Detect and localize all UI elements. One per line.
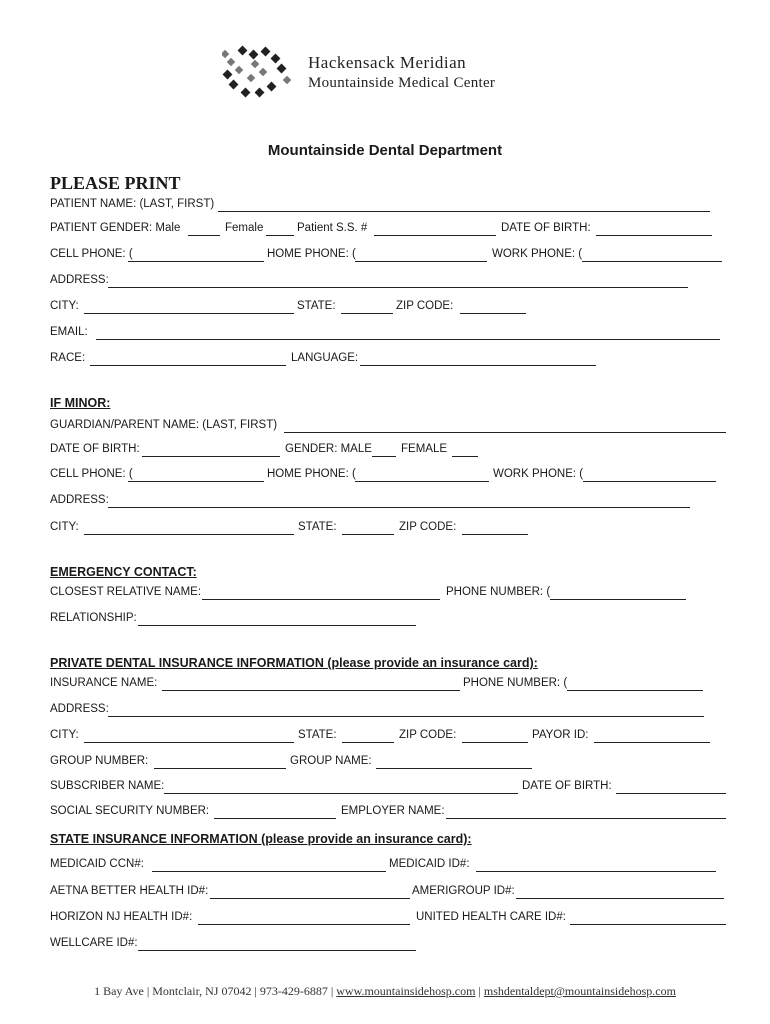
insurance-city-row bbox=[50, 729, 730, 745]
patient-email-row bbox=[50, 326, 730, 342]
ss-label: Patient S.S. # bbox=[297, 222, 368, 234]
minor-cell-phone-field[interactable] bbox=[128, 468, 264, 482]
subscriber-name-label: SUBSCRIBER NAME: bbox=[50, 780, 165, 792]
insurance-address-field[interactable] bbox=[108, 703, 704, 717]
hospital-logo bbox=[222, 45, 582, 105]
footer-separator: | bbox=[478, 984, 481, 998]
race-label: RACE: bbox=[50, 352, 86, 364]
insurance-zip-field[interactable] bbox=[462, 729, 528, 743]
insurance-zip-label: ZIP CODE: bbox=[399, 729, 457, 741]
patient-gender-row bbox=[50, 222, 720, 238]
patient-phone-row bbox=[50, 248, 730, 264]
horizon-row bbox=[50, 911, 730, 927]
minor-phone-row bbox=[50, 468, 730, 484]
insurance-address-label: ADDRESS: bbox=[50, 703, 109, 715]
footer-address: 1 Bay Ave | Montclair, NJ 07042 | 973-429-6887 | bbox=[94, 984, 334, 998]
insurance-city-label: CITY: bbox=[50, 729, 79, 741]
state-insurance-heading: STATE INSURANCE INFORMATION (please provide an insurance card): bbox=[50, 832, 472, 846]
medicaid-row bbox=[50, 858, 730, 874]
minor-state-label: STATE: bbox=[298, 521, 337, 533]
insurance-name-label: INSURANCE NAME: bbox=[50, 677, 158, 689]
aetna-id-label: AETNA BETTER HEALTH ID#: bbox=[50, 885, 209, 897]
patient-dob-label: DATE OF BIRTH: bbox=[501, 222, 591, 234]
zip-field[interactable] bbox=[460, 300, 526, 314]
subscriber-dob-field[interactable] bbox=[616, 780, 726, 794]
minor-gender-male-label: GENDER: MALE bbox=[285, 443, 372, 455]
gender-female-label: Female bbox=[225, 222, 264, 234]
cell-phone-label: CELL PHONE: ( bbox=[50, 248, 133, 260]
gender-female-field[interactable] bbox=[266, 222, 294, 236]
emergency-heading: EMERGENCY CONTACT: bbox=[50, 565, 197, 579]
relative-name-field[interactable] bbox=[202, 586, 440, 600]
race-field[interactable] bbox=[90, 352, 286, 366]
work-phone-label: WORK PHONE: ( bbox=[492, 248, 583, 260]
patient-name-row bbox=[50, 198, 720, 214]
ssn-employer-row bbox=[50, 805, 730, 821]
email-field[interactable] bbox=[96, 326, 720, 340]
minor-home-phone-field[interactable] bbox=[355, 468, 489, 482]
minor-cell-phone-label: CELL PHONE: ( bbox=[50, 468, 133, 480]
wellcare-id-label: WELLCARE ID#: bbox=[50, 937, 138, 949]
logo-line-2: Mountainside Medical Center bbox=[308, 75, 496, 91]
relationship-label: RELATIONSHIP: bbox=[50, 612, 137, 624]
patient-race-row bbox=[50, 352, 730, 368]
ssn-field[interactable] bbox=[214, 805, 336, 819]
logo-diamond-icon bbox=[222, 45, 302, 105]
emergency-phone-field[interactable] bbox=[550, 586, 686, 600]
group-row bbox=[50, 755, 730, 771]
medicaid-id-field[interactable] bbox=[476, 858, 716, 872]
address-label: ADDRESS: bbox=[50, 274, 109, 286]
gender-male-label: PATIENT GENDER: Male bbox=[50, 222, 181, 234]
minor-work-phone-field[interactable] bbox=[583, 468, 716, 482]
state-field[interactable] bbox=[341, 300, 393, 314]
employer-name-label: EMPLOYER NAME: bbox=[341, 805, 445, 817]
insurance-phone-label: PHONE NUMBER: ( bbox=[463, 677, 568, 689]
minor-state-field[interactable] bbox=[342, 521, 394, 535]
wellcare-row bbox=[50, 937, 730, 953]
group-number-label: GROUP NUMBER: bbox=[50, 755, 149, 767]
zip-label: ZIP CODE: bbox=[396, 300, 454, 312]
insurance-phone-field[interactable] bbox=[567, 677, 703, 691]
patient-address-row bbox=[50, 274, 730, 290]
minor-home-phone-label: HOME PHONE: ( bbox=[267, 468, 356, 480]
aetna-id-field[interactable] bbox=[210, 885, 410, 899]
patient-city-row bbox=[50, 300, 730, 316]
horizon-id-label: HORIZON NJ HEALTH ID#: bbox=[50, 911, 193, 923]
home-phone-field[interactable] bbox=[355, 248, 487, 262]
insurance-name-field[interactable] bbox=[162, 677, 460, 691]
wellcare-id-field[interactable] bbox=[138, 937, 416, 951]
medicaid-id-label: MEDICAID ID#: bbox=[389, 858, 470, 870]
minor-address-field[interactable] bbox=[108, 494, 690, 508]
amerigroup-id-label: AMERIGROUP ID#: bbox=[412, 885, 515, 897]
logo-text bbox=[308, 53, 495, 93]
minor-heading: IF MINOR: bbox=[50, 396, 111, 410]
minor-gender-male-field[interactable] bbox=[372, 443, 396, 457]
logo-line-1: Hackensack Meridian bbox=[308, 53, 467, 72]
relationship-row bbox=[50, 612, 730, 628]
amerigroup-id-field[interactable] bbox=[516, 885, 724, 899]
private-insurance-heading: PRIVATE DENTAL INSURANCE INFORMATION (please provide an insurance card): bbox=[50, 656, 538, 670]
email-label: EMAIL: bbox=[50, 326, 88, 338]
patient-name-label: PATIENT NAME: (LAST, FIRST) bbox=[50, 198, 215, 210]
united-id-field[interactable] bbox=[570, 911, 726, 925]
guardian-name-field[interactable] bbox=[284, 419, 726, 433]
city-label: CITY: bbox=[50, 300, 79, 312]
ss-field[interactable] bbox=[374, 222, 496, 236]
aetna-row bbox=[50, 885, 730, 901]
city-field[interactable] bbox=[84, 300, 294, 314]
minor-address-row bbox=[50, 494, 730, 510]
united-id-label: UNITED HEALTH CARE ID#: bbox=[416, 911, 566, 923]
minor-zip-field[interactable] bbox=[462, 521, 528, 535]
minor-zip-label: ZIP CODE: bbox=[399, 521, 457, 533]
group-number-field[interactable] bbox=[154, 755, 286, 769]
medicaid-ccn-label: MEDICAID CCN#: bbox=[50, 858, 144, 870]
insurance-state-field[interactable] bbox=[342, 729, 394, 743]
subscriber-row bbox=[50, 780, 730, 796]
relative-name-label: CLOSEST RELATIVE NAME: bbox=[50, 586, 202, 598]
home-phone-label: HOME PHONE: ( bbox=[267, 248, 356, 260]
footer-email-link[interactable]: mshdentaldept@mountainsidehosp.com bbox=[483, 984, 676, 998]
please-print-heading: PLEASE PRINT bbox=[50, 173, 181, 193]
minor-dob-row bbox=[50, 443, 730, 459]
emergency-relative-row bbox=[50, 586, 730, 602]
minor-gender-female-field[interactable] bbox=[452, 443, 478, 457]
footer bbox=[0, 984, 770, 999]
payor-id-field[interactable] bbox=[594, 729, 710, 743]
insurance-name-row bbox=[50, 677, 730, 693]
employer-name-field[interactable] bbox=[446, 805, 726, 819]
language-label: LANGUAGE: bbox=[291, 352, 359, 364]
minor-dob-label: DATE OF BIRTH: bbox=[50, 443, 140, 455]
minor-gender-female-label: FEMALE bbox=[401, 443, 448, 455]
relationship-field[interactable] bbox=[138, 612, 416, 626]
minor-city-row bbox=[50, 521, 730, 537]
patient-name-field[interactable] bbox=[218, 198, 710, 212]
state-label: STATE: bbox=[297, 300, 336, 312]
payor-id-label: PAYOR ID: bbox=[532, 729, 589, 741]
language-field[interactable] bbox=[360, 352, 596, 366]
footer-website-link[interactable]: www.mountainsidehosp.com bbox=[336, 984, 476, 998]
department-title: Mountainside Dental Department bbox=[267, 142, 503, 159]
minor-dob-field[interactable] bbox=[142, 443, 280, 457]
minor-work-phone-label: WORK PHONE: ( bbox=[493, 468, 584, 480]
group-name-field[interactable] bbox=[376, 755, 532, 769]
minor-address-label: ADDRESS: bbox=[50, 494, 109, 506]
horizon-id-field[interactable] bbox=[198, 911, 410, 925]
minor-city-field[interactable] bbox=[84, 521, 294, 535]
insurance-state-label: STATE: bbox=[298, 729, 337, 741]
guardian-name-row bbox=[50, 419, 730, 435]
medicaid-ccn-field[interactable] bbox=[152, 858, 386, 872]
insurance-city-field[interactable] bbox=[84, 729, 294, 743]
subscriber-dob-label: DATE OF BIRTH: bbox=[522, 780, 612, 792]
address-field[interactable] bbox=[108, 274, 688, 288]
minor-city-label: CITY: bbox=[50, 521, 79, 533]
insurance-address-row bbox=[50, 703, 730, 719]
emergency-phone-label: PHONE NUMBER: ( bbox=[446, 586, 551, 598]
group-name-label: GROUP NAME: bbox=[290, 755, 372, 767]
guardian-name-label: GUARDIAN/PARENT NAME: (LAST, FIRST) bbox=[50, 419, 278, 431]
patient-dob-field[interactable] bbox=[596, 222, 712, 236]
ssn-label: SOCIAL SECURITY NUMBER: bbox=[50, 805, 210, 817]
gender-male-field[interactable] bbox=[188, 222, 220, 236]
subscriber-name-field[interactable] bbox=[164, 780, 518, 794]
work-phone-field[interactable] bbox=[582, 248, 722, 262]
cell-phone-field[interactable] bbox=[128, 248, 264, 262]
